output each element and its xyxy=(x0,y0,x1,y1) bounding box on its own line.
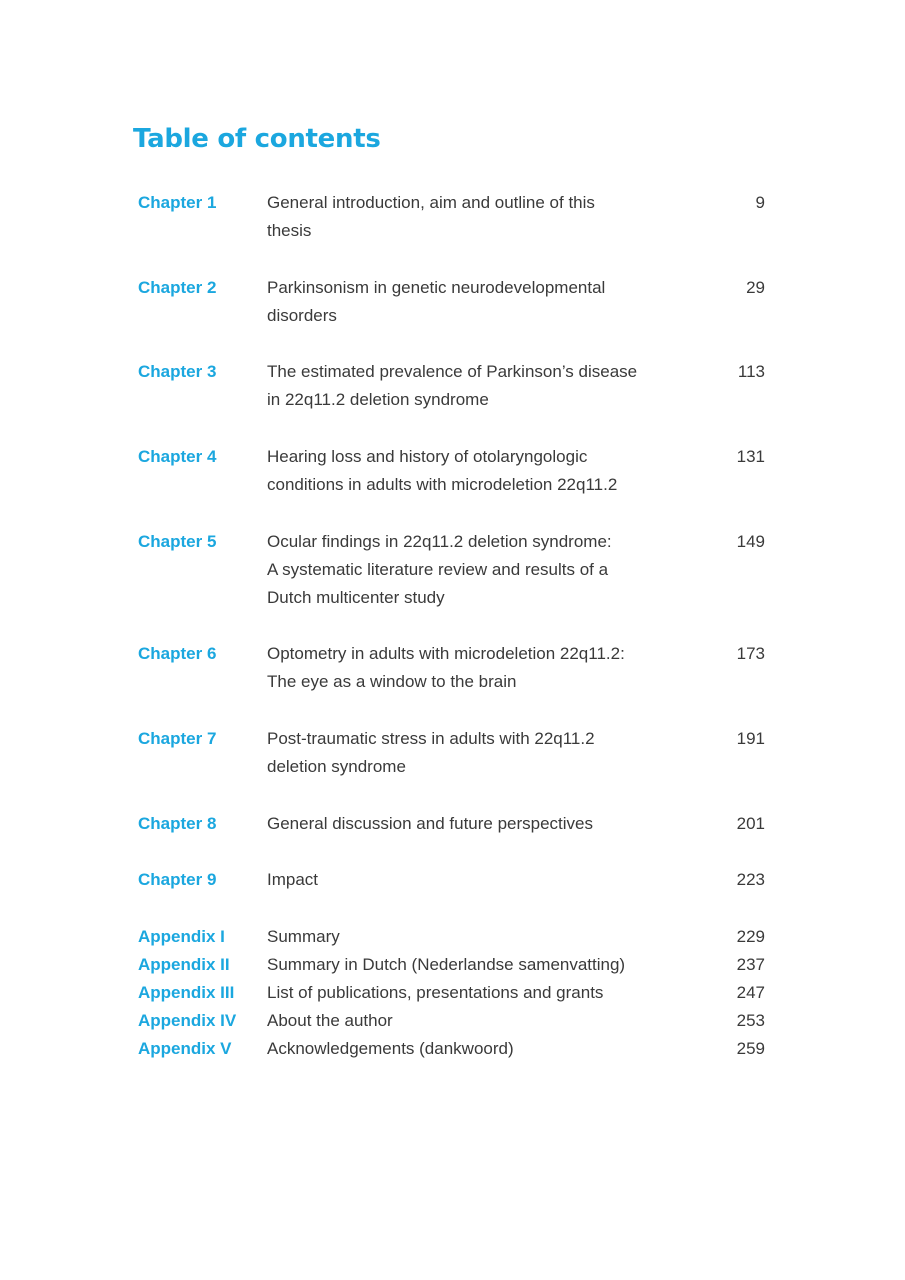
toc-label: Chapter 3 xyxy=(138,362,217,381)
toc-label: Appendix IV xyxy=(138,1011,237,1030)
toc-page-number: 201 xyxy=(736,814,765,833)
toc-title-line: About the author xyxy=(267,1011,393,1030)
toc-title-line: deletion syndrome xyxy=(267,757,406,776)
toc-title xyxy=(267,725,697,781)
toc-title-line: The estimated prevalence of Parkinson’s disease xyxy=(267,362,638,381)
toc-title xyxy=(267,923,697,951)
toc-label: Appendix V xyxy=(138,1039,232,1058)
toc-title xyxy=(267,528,697,612)
toc-title-line: Hearing loss and history of otolaryngologic xyxy=(267,447,588,466)
toc-label: Chapter 9 xyxy=(138,870,217,889)
toc-title-line: List of publications, presentations and grants xyxy=(267,983,604,1002)
toc-label: Chapter 7 xyxy=(138,729,217,748)
toc-label: Chapter 1 xyxy=(138,193,217,212)
toc-title xyxy=(267,640,697,696)
toc-title-line: Parkinsonism in genetic neurodevelopmental xyxy=(267,278,606,297)
toc-title-line: Impact xyxy=(267,870,319,889)
toc-page-number: 229 xyxy=(736,927,765,946)
toc-title-line: General discussion and future perspectives xyxy=(267,814,594,833)
toc-title xyxy=(267,810,697,838)
toc-page-number: 191 xyxy=(736,729,765,748)
toc-page-number: 247 xyxy=(736,983,765,1002)
toc-title-line: Summary xyxy=(267,927,340,946)
toc-title-line: Dutch multicenter study xyxy=(267,588,445,607)
toc-label: Chapter 4 xyxy=(138,447,217,466)
toc-label: Appendix I xyxy=(138,927,225,946)
toc-title-line: Acknowledgements (dankwoord) xyxy=(267,1039,514,1058)
toc-title-line: Ocular findings in 22q11.2 deletion syndrome: xyxy=(267,532,612,551)
toc-title xyxy=(267,951,697,979)
toc-page-number: 237 xyxy=(736,955,765,974)
toc-title-line: thesis xyxy=(267,221,312,240)
toc-page-number: 113 xyxy=(737,362,765,381)
toc-title-line: Summary in Dutch (Nederlandse samenvatting) xyxy=(267,955,626,974)
toc-title xyxy=(267,866,697,894)
toc-title xyxy=(267,1035,697,1063)
toc-label: Chapter 6 xyxy=(138,644,217,663)
toc-title-line: Optometry in adults with microdeletion 22q11.2: xyxy=(267,644,625,663)
toc-page-number: 9 xyxy=(755,193,765,212)
toc-label: Chapter 5 xyxy=(138,532,217,551)
toc-title-line: Post-traumatic stress in adults with 22q11.2 xyxy=(267,729,595,748)
toc-page-number: 29 xyxy=(746,278,765,297)
toc-page-number: 223 xyxy=(736,870,765,889)
toc-title-line: in 22q11.2 deletion syndrome xyxy=(267,390,489,409)
toc-title xyxy=(267,979,697,1007)
toc-title xyxy=(267,189,697,245)
toc-title xyxy=(267,443,697,499)
toc-label: Appendix II xyxy=(138,955,230,974)
toc-title-line: A systematic literature review and results of a xyxy=(267,560,609,579)
toc-page-number: 173 xyxy=(736,644,765,663)
toc-title-line: disorders xyxy=(267,306,337,325)
toc-page-number: 131 xyxy=(736,447,765,466)
toc-label: Chapter 8 xyxy=(138,814,217,833)
toc-page-number: 149 xyxy=(736,532,765,551)
toc-title-line: The eye as a window to the brain xyxy=(267,672,517,691)
toc-label: Appendix III xyxy=(138,983,235,1002)
toc-title xyxy=(267,358,697,414)
toc-title xyxy=(267,274,697,330)
toc-title-line: General introduction, aim and outline of this xyxy=(267,193,595,212)
page-title: Table of contents xyxy=(133,124,381,154)
toc-title xyxy=(267,1007,697,1035)
toc-page-number: 259 xyxy=(736,1039,765,1058)
toc-page-number: 253 xyxy=(736,1011,765,1030)
toc-title-line: conditions in adults with microdeletion 22q11.2 xyxy=(267,475,618,494)
toc-label: Chapter 2 xyxy=(138,278,217,297)
